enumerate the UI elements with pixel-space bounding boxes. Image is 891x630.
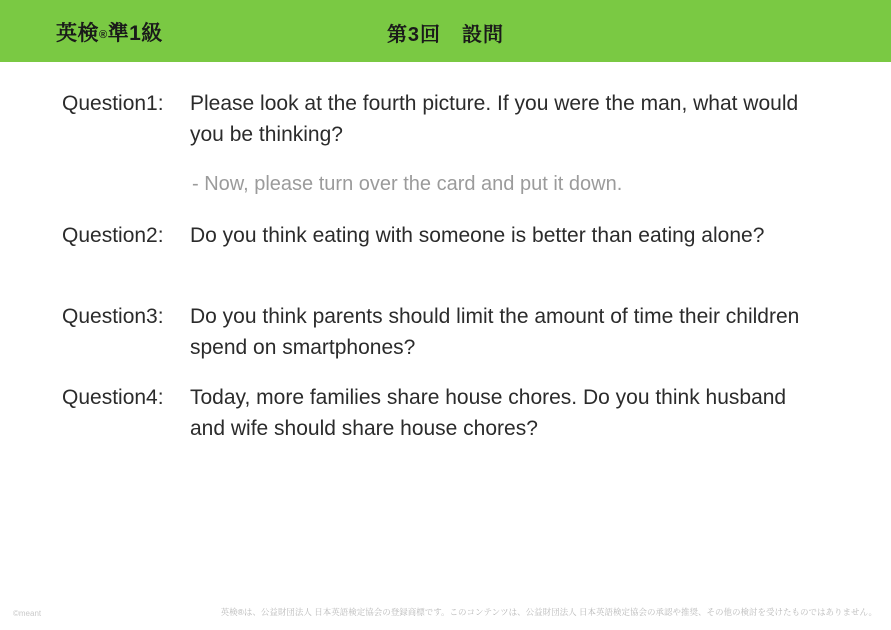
question-text-1: Please look at the fourth picture. If you were the man, what would you be thinking? [190, 92, 799, 146]
header-bar [0, 0, 891, 62]
question-item-2 [62, 220, 810, 251]
question-item-4 [62, 382, 810, 444]
question-text-4: Today, more families share house chores. Do you think husband and wife should share house chores? [190, 386, 787, 440]
instruction-note: - Now, please turn over the card and put it down. [192, 173, 623, 195]
copyright-text: ©meant [13, 609, 42, 618]
disclaimer-text: 英検®は、公益財団法人 日本英語検定協会の登録商標です。このコンテンツは、公益財団法人 日本英語検定協会の承認や推奨、その他の検討を受けたものではありません。 [220, 607, 877, 617]
exam-title-rest: 準1級 [107, 22, 163, 45]
question-label-3: Question3: [62, 305, 164, 328]
question-text-3: Do you think parents should limit the amount of time their children spend on smartphones? [190, 305, 800, 359]
question-label-2: Question2: [62, 224, 164, 247]
question-label-4: Question4: [62, 386, 164, 409]
question-label-1: Question1: [62, 92, 164, 115]
questions-list [0, 62, 891, 592]
question-text-2: Do you think eating with someone is better than eating alone? [190, 224, 765, 247]
question-item-3 [62, 301, 810, 363]
exam-title-main: 英検 [56, 22, 99, 45]
registered-trademark-symbol: ® [99, 29, 108, 41]
question-item-1 [62, 88, 810, 150]
page-title: 第3回 設問 [386, 24, 505, 46]
footer [0, 592, 891, 630]
